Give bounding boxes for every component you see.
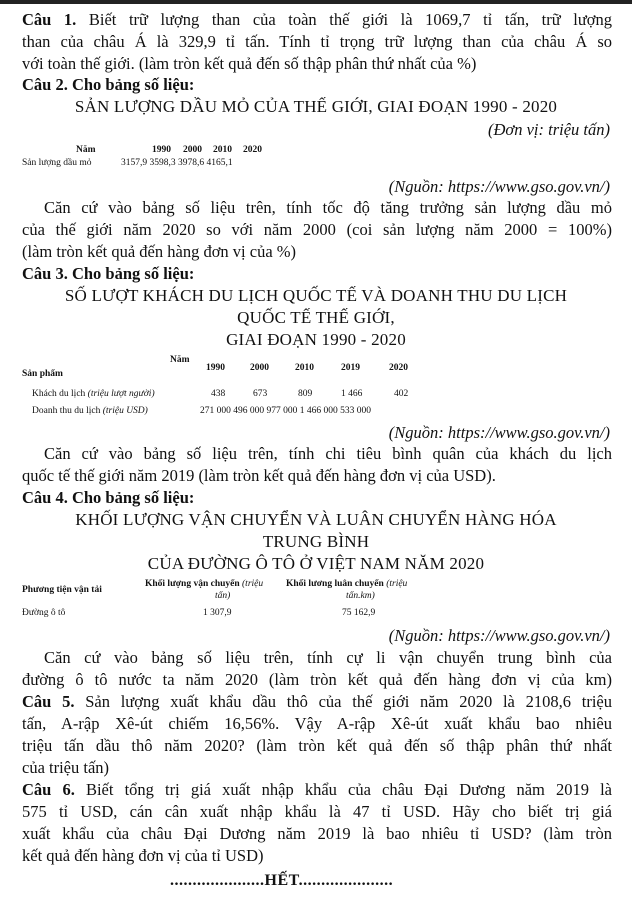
q4-col-volume-unit: (triệu: [242, 579, 264, 589]
end-text: HẾT: [264, 872, 299, 889]
q4-col-turnover: [286, 578, 407, 590]
q3-year-2010: 2010: [295, 363, 314, 373]
q3-label: Câu 3. Cho bảng số liệu:: [22, 264, 195, 283]
q4-col-volume-name: Khối lượng vận chuyển: [145, 579, 240, 589]
q2-header-2000: 2000: [183, 145, 202, 155]
end-marker: .....................HẾT.....................: [170, 872, 394, 889]
q4-col-turnover-name: Khối lương luân chuyển: [286, 579, 384, 589]
q2-header-2020: 2020: [243, 145, 262, 155]
q2-header-1990: 1990: [152, 145, 171, 155]
q3-row1-v2020: 402: [394, 389, 409, 399]
q4-col-volume-unit-2: tấn): [215, 591, 231, 601]
q4-col-volume: [145, 578, 263, 590]
q2-label: Câu 2. Cho bảng số liệu:: [22, 75, 195, 94]
q3-row1-label: [32, 388, 155, 400]
q5-label: Câu 5.: [22, 692, 75, 711]
q5-line-4: của triệu tấn): [22, 758, 110, 777]
q4-text-2: đường ô tô nước ta năm 2020 (làm tròn kết quả đến hàng đơn vị của km): [22, 670, 612, 689]
q3-row2-label: [32, 405, 148, 417]
q3-row2-name: Doanh thu du lịch: [32, 406, 101, 416]
q4-row-turnover: 75 162,9: [342, 608, 376, 618]
q1-line-2: than của châu Á là 329,9 tỉ tấn. Tính tỉ trọng trữ lượng than của châu Á so: [22, 32, 612, 51]
q1-text-1: Biết trữ lượng than của toàn thế giới là 1069,7 tỉ tấn, trữ lượng: [88, 10, 613, 29]
q3-year-2020: 2020: [389, 363, 408, 373]
q2-header-2010: 2010: [213, 145, 232, 155]
q3-year-2000: 2000: [250, 363, 269, 373]
q4-label: Câu 4. Cho bảng số liệu:: [22, 488, 195, 507]
q2-title: SẢN LƯỢNG DẦU MỎ CỦA THẾ GIỚI, GIAI ĐOẠN 1990 - 2020: [74, 97, 558, 116]
q4-row-label: Đường ô tô: [22, 608, 66, 618]
q3-source: (Nguồn: https://www.gso.gov.vn/): [388, 423, 610, 442]
q1-line-3: với toàn thế giới. (làm tròn kết quả đến số thập phân thứ nhất của %): [22, 54, 477, 73]
q2-row-label: Sản lượng dầu mỏ: [22, 158, 92, 168]
q6-line-2: 575 tỉ USD, cán cân xuất nhập khẩu là 47 tỉ USD. Hãy cho biết trị giá: [22, 802, 612, 821]
q3-row1-v2000: 673: [253, 389, 268, 399]
q6-line-3: xuất khẩu của châu Đại Dương năm 2019 là bao nhiêu tỉ USD? (làm tròn: [22, 824, 612, 843]
q2-header-year: Năm: [76, 145, 96, 155]
q2-text-2: của thế giới năm 2020 so với năm 2000 (coi sản lượng năm 2000 = 100%): [22, 220, 612, 239]
q4-col-vehicle: Phương tiện vận tải: [22, 585, 102, 595]
q6-label: Câu 6.: [22, 780, 75, 799]
q5-text-1: Sản lượng xuất khẩu dầu thô của thế giới năm 2020 là 2108,6 triệu: [85, 692, 612, 711]
q6-text-1: Biết tổng trị giá xuất nhập khẩu của châu Đại Dương năm 2019 là: [85, 780, 612, 799]
q3-row1-v2010: 809: [298, 389, 313, 399]
page-top-edge: [0, 0, 632, 4]
q3-corner-year: Năm: [170, 355, 190, 365]
q3-text-2: quốc tế thế giới năm 2019 (làm tròn kết quả đến hàng đơn vị của USD).: [22, 466, 496, 485]
q2-row-values: 3157,9 3598,3 3978,6 4165,1: [121, 158, 233, 168]
q4-col-turnover-unit-2: tấn.km): [346, 591, 375, 601]
q3-row2-values: 271 000 496 000 977 000 1 466 000 533 000: [200, 406, 371, 416]
q2-source: (Nguồn: https://www.gso.gov.vn/): [388, 177, 610, 196]
q4-source: (Nguồn: https://www.gso.gov.vn/): [388, 626, 610, 645]
q2-text-1: Căn cứ vào bảng số liệu trên, tính tốc độ tăng trưởng sản lượng dầu mỏ: [44, 198, 612, 217]
q3-year-1990: 1990: [206, 363, 225, 373]
q1-line-1: [22, 10, 612, 30]
q6-line-4: kết quả đến hàng đơn vị của tỉ USD): [22, 846, 264, 865]
q4-text-1: Căn cứ vào bảng số liệu trên, tính cự li vận chuyển trung bình của: [44, 648, 612, 667]
q3-title-1: SỐ LƯỢT KHÁCH DU LỊCH QUỐC TẾ VÀ DOANH THU DU LỊCH: [64, 286, 568, 305]
q3-title-2: QUỐC TẾ THẾ GIỚI,: [237, 308, 395, 327]
q3-row1-unit: (triệu lượt người): [87, 389, 155, 399]
q3-title-3: GIAI ĐOẠN 1990 - 2020: [226, 330, 406, 349]
q3-row1-v2019: 1 466: [341, 389, 363, 399]
q3-row1-name: Khách du lịch: [32, 389, 86, 399]
q5-line-1: [22, 692, 612, 712]
q3-row1-v1990: 438: [211, 389, 226, 399]
q3-row2-unit: (triệu USD): [102, 406, 148, 416]
q2-unit: (Đơn vị: triệu tấn): [488, 120, 610, 139]
q6-line-1: [22, 780, 612, 800]
q5-line-3: triệu tấn dầu thô năm 2020? (làm tròn kết quả đến số thập phân thứ nhất: [22, 736, 612, 755]
q2-text-3: (làm tròn kết quả đến hàng đơn vị của %): [22, 242, 297, 261]
q4-row-volume: 1 307,9: [203, 608, 232, 618]
q4-title-2: TRUNG BÌNH: [262, 532, 370, 551]
q4-col-turnover-unit: (triệu: [386, 579, 408, 589]
q4-title-1: KHỐI LƯỢNG VẬN CHUYỂN VÀ LUÂN CHUYỂN HÀNG HÓA: [75, 510, 557, 529]
q3-corner-product: Sản phẩm: [22, 369, 63, 379]
q4-title-3: CỦA ĐƯỜNG Ô TÔ Ở VIỆT NAM NĂM 2020: [147, 554, 485, 573]
q3-text-1: Căn cứ vào bảng số liệu trên, tính chi tiêu bình quân của khách du lịch: [44, 444, 612, 463]
q3-year-2019: 2019: [341, 363, 360, 373]
q1-label: Câu 1.: [22, 10, 77, 29]
q5-line-2: tấn, A-rập Xê-út chiếm 16,56%. Vậy A-rập Xê-út xuất khẩu bao nhiêu: [22, 714, 612, 733]
